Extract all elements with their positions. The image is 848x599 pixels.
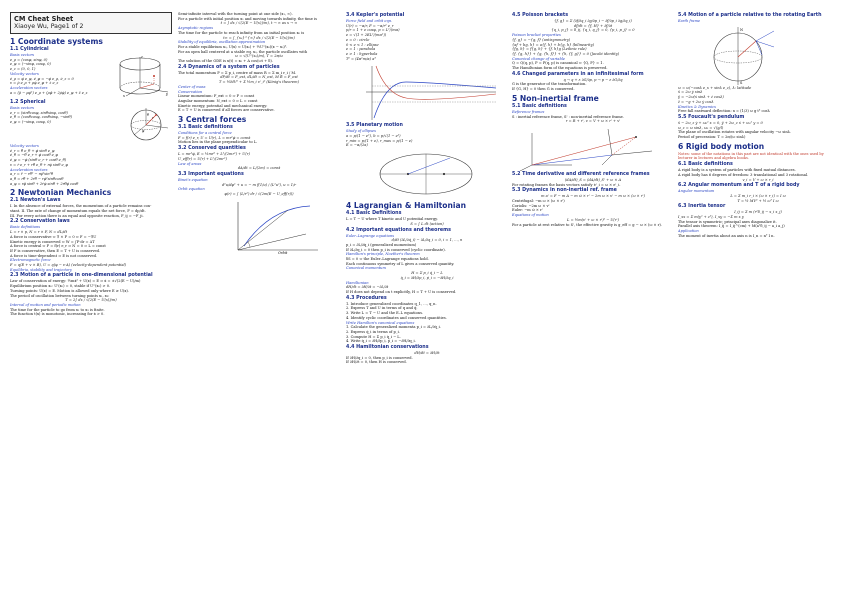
subsection-foucault: 5.5 Foucault's pendulum — [678, 114, 745, 120]
text-line: G is the generator of the transformation. — [512, 82, 587, 87]
orbit-type: e = 1 : parabola — [346, 47, 376, 52]
text-line: For a particle with initial position x₁ and moving towards infinity, the time is — [178, 16, 317, 21]
eq-line: r = R + r', v = V + ω × r' + v' — [565, 119, 621, 124]
eq-line: e_θ = (cosθcosφ, cosθsinφ, −sinθ) — [10, 115, 72, 120]
text-line: A rigid body is a system of particles with fixed mutual distances. — [678, 168, 796, 173]
label-earth-frame: Earth frame — [678, 19, 701, 23]
section-lagrangian-hamiltonian: 4 Lagrangian & Hamiltonian — [346, 201, 467, 211]
eq-line: ÿ = −2ω(ẋ sinλ + ż cosλ) — [678, 95, 724, 100]
column-2 — [178, 12, 340, 593]
label-orbit-equation: Orbit equation — [178, 187, 205, 192]
column-5 — [678, 12, 838, 593]
eq-line: {f, g} = −{g, f} (antisymmetry) — [512, 37, 571, 42]
text-line: If ∂H/∂t = 0, then H is conserved. — [346, 360, 407, 365]
label-euler-lagrange: Euler–Lagrange equations — [346, 233, 395, 238]
label-conservation: Conservation — [178, 89, 203, 94]
earth-south-label: S — [740, 80, 743, 85]
label-kinetics-dynamics: Kinetics & Dynamics — [678, 104, 716, 109]
cyl-y-axis-label: y — [166, 92, 168, 96]
label-binet: Binet's equation — [178, 177, 208, 182]
text-line: Angular momentum: N_ext = 0 ⇒ L = const — [178, 98, 258, 103]
text-line: L = T − U where T kinetic and U potential energy. — [346, 217, 438, 222]
text-line: 1. Introduce generalized coordinates q_1, …, q_n. — [346, 301, 437, 306]
eq-line: a_θ = rθ̈ + 2ṙθ̇ − rφ̇²sinθcosθ — [10, 176, 64, 181]
eq-line: e_φ = (−sinφ, cosφ, 0) — [10, 120, 51, 125]
text-line: A rigid body has 6 degrees of freedom: 3 translational and 3 rotational. — [678, 172, 809, 177]
text-line: If H does not depend on t explicitly, H = T + U is conserved. — [346, 289, 457, 294]
text-line: If ∂L/∂q_i = 0 then p_i is conserved (cyclic coordinate). — [346, 247, 446, 252]
text-line: Q = Q(q, p), P = P(q, p) is canonical ⇔ {Q, P} = 1. — [512, 61, 604, 66]
eq-line: ė_r = θ̇ e_θ + φ̇ sinθ e_φ — [10, 148, 55, 153]
eq-line: ẍ − 2ω_z ẏ + ω₀² x = 0, ÿ + 2ω_z ẋ + ω₀² y = 0 — [678, 120, 763, 125]
text-line: Coriolis: −2m ω × v' — [512, 203, 550, 208]
eq-line: {f, {g, h}} + {g, {h, f}} + {h, {f, g}} = 0 (Jacobi identity) — [512, 51, 620, 56]
text-line: The moment of inertia about an axis n is I_n = nᵀ I n. — [678, 233, 775, 238]
cylindrical-row — [10, 53, 172, 99]
eq-line: a = (ρ̈ − ρφ̇²) e_ρ + (ρφ̈ + 2ρ̇φ̇) e_φ + z̈ e_z — [10, 90, 88, 95]
eq-line: dH/dt = ∂H/∂t — [414, 351, 440, 356]
page-subtitle: Xiaoye Wu, Page1 of 2 — [14, 23, 84, 30]
label-stability: Stability of equilibria, oscillation approximation — [178, 40, 266, 45]
text-line: A force is central ⇔ F = f(r) e_r ⇒ N = 0 ⇒ L = const — [10, 244, 106, 249]
orbit-fig-label: Orbit — [278, 250, 288, 255]
text-line: For a stable equilibrium x₀, U(x) ≈ U(x₀) + ½U''(x₀)(x − x₀)². — [178, 44, 288, 49]
sph-phi-label: φ — [142, 129, 145, 133]
sph-theta-label: θ — [147, 113, 149, 117]
text-line: 4. Write q̇_i = ∂H/∂p_i, ṗ_i = −∂H/∂q_i. — [346, 339, 416, 344]
subsection-spherical: 1.2 Spherical — [10, 100, 46, 105]
eq-line: e_r = (sinθcosφ, sinθsinφ, cosθ) — [10, 110, 68, 115]
page-title: CM Cheat Sheet — [14, 15, 74, 23]
eq-line: v = ṙ e_r + rθ̇ e_θ + rφ̇ sinθ e_φ — [10, 162, 68, 167]
text-line: The solution of the ODE is x(t) = x₀ + A cos(ωt + δ). — [178, 59, 273, 64]
subsection-inertia-tensor: 6.3 Inertia tensor — [678, 204, 726, 210]
eq-line: dP/dt = F_ext, dL/dt = N_ext, M R̈ = F_ext — [220, 75, 298, 80]
eq-line: ω_z = ω sinλ, ω₀ = √(g/l) — [678, 125, 724, 130]
subsection-cylindrical: 1.1 Cylindrical — [10, 47, 49, 52]
eq-line: F = f(r) e_r, U = U(r), L = mr²φ̇ = const — [178, 135, 251, 140]
text-line: Parallel axis theorem: I_ij = I_ij^(cm) + M(a²δ_ij − a_i a_j) — [678, 224, 785, 229]
eq-line: z̈ = −g + 2ω ẏ cosλ — [678, 99, 714, 104]
eq-line: q → q + ε ∂G/∂p, p → p − ε ∂G/∂q — [563, 77, 623, 82]
subsection-infinitesimal: 4.6 Changed parameters in an infinitesimal form — [512, 71, 644, 77]
section-newtonian-mechanics: 2 Newtonian Mechanics — [10, 188, 112, 198]
eq-line: F = q(E + v × B), U = q(φ − v·A) (velocity-dependent potential) — [10, 263, 127, 268]
label-basis-vectors: Basis vectors — [10, 106, 35, 110]
eq-line: t∞ = ∫_{x₀}^{∞} dx / √(2(E − U(x))/m) — [223, 35, 295, 40]
label-asymptotic-regions: Asymptotic regions — [178, 26, 214, 31]
text-line: The time for the particle to go from x₁ to x₂ is finite. — [10, 307, 105, 312]
eq-line: E = −α/(2a) — [346, 143, 368, 148]
eq-line: L = Σ m_i r_i × (ω × r_i) = I ω — [730, 193, 786, 198]
text-line: For a particle at rest relative to S', the effective gravity is g_eff = g − ω × (ω × r). — [512, 222, 662, 227]
subsection-central-basic: 3.1 Basic definitions — [178, 125, 233, 131]
subsection-system-of-particles: 2.4 Dynamics of a system of particles — [178, 64, 280, 70]
spherical-text — [10, 106, 119, 144]
text-line: δS = 0 ⇔ the Euler–Lagrange equations hold. — [346, 257, 429, 262]
orbit-type: 0 < e < 1 : ellipse — [346, 42, 379, 47]
cylinder-figure-wrap — [110, 53, 172, 99]
subsection-dynamics-non-inertial: 5.3 Dynamics in non-inertial ref. frame — [512, 188, 617, 194]
eq-line: m a' = F − m A − m ω̇ × r' − 2m ω × v' − m ω × (ω × r') — [541, 194, 645, 199]
label-velocity-vectors: Velocity vectors — [10, 144, 39, 148]
label-law-of-areas: Law of areas — [178, 161, 202, 166]
text-line: The total momentum P = Σ p_i, centre of mass R = Σ m_i r_i / M. — [178, 70, 297, 75]
text-line: stant. II. The rate of change of momentum equals the net force, F = dp/dt. — [10, 209, 146, 214]
text-line: Motion lies in the plane perpendicular to L. — [178, 140, 258, 145]
text-line: p_i = ∂L/∂q̇_i (generalized momentum) — [346, 242, 417, 247]
label-equations-of-motion: Equations of motion — [512, 213, 549, 218]
subsection-kepler: 3.4 Kepler's potential — [346, 13, 405, 18]
eq-line: {q_i, p_j} = δ_ij, {q_i, q_j} = 0, {p_i, p_j} = 0 — [551, 28, 635, 33]
text-line: The function t(x) is monotonic, increasing for ẋ > 0. — [10, 312, 105, 317]
label-basis-vectors: Basis vectors — [10, 53, 35, 57]
label-hamilton-procedure: Write Hamilton's canonical equations — [346, 320, 415, 325]
label-canonical-momentum: Canonical momentum — [346, 266, 386, 271]
label-reference-frames: Reference frames — [512, 109, 545, 114]
eq-line: a_φ = rφ̈ sinθ + 2ṙφ̇ sinθ + 2rθ̇φ̇ cosθ — [10, 181, 79, 186]
title-box — [10, 12, 172, 34]
label-velocity-vectors: Velocity vectors — [10, 71, 39, 76]
eq-line: S = ∫ L dt (action) — [410, 221, 444, 226]
text-line: The tensor is symmetric; principal axes diagonalize it. — [678, 219, 777, 224]
eq-line: ė_ρ = φ̇ e_φ, ė_φ = −φ̇ e_ρ, ė_z = 0 — [10, 76, 74, 81]
subsection-poisson-brackets: 4.5 Poisson brackets — [512, 13, 569, 18]
eq-line: T² = (4π²m/α) a³ — [346, 56, 376, 61]
eq-line: v_i = V + ω × r_i — [742, 177, 774, 182]
subsection-non-inertial-basic: 5.1 Basic definitions — [512, 103, 567, 109]
eq-line: {fg, h} = f{g, h} + {f, h}g (Leibniz rule) — [512, 47, 587, 52]
eq-line: T = ½ MV² + ½ ωᵀ I ω — [737, 198, 779, 203]
earth-north-label: N — [740, 27, 744, 32]
subsection-lag-basic: 4.1 Basic Definitions — [346, 211, 402, 217]
label-ellipses: Study of ellipses — [346, 129, 377, 134]
subsection-hamiltonian-conservations: 4.4 Hamiltonian conservations — [346, 345, 429, 351]
eq-line: φ(r) = ∫ (L/r²) dr / √(2m(E − U_eff(r))) — [224, 192, 294, 197]
eq-line: v = ρ̇ e_ρ + ρφ̇ e_φ + ż e_z — [10, 81, 59, 86]
cyl-x-axis-label: x — [123, 94, 125, 98]
text-line: 1. Calculate the generalized momenta p_i = ∂L/∂q̇_i. — [346, 325, 441, 330]
cylinder-figure — [110, 54, 172, 98]
text-line: Turning points: U(x) = E. Motion is allowed only where E ≥ U(x). — [10, 288, 129, 293]
label-basic-definitions: Basic definitions — [10, 225, 41, 230]
text-line: Kinetic energy is conserved ⇔ W = ∫F·dr = ΔT — [10, 239, 95, 244]
orbit-type: e = 0 : circle — [346, 37, 370, 42]
text-line: Kinetic energy, potential and mechanical energy: — [178, 103, 268, 108]
eq-line: ω = ω(−cosλ e_x + sinλ e_z), λ: latitude — [678, 85, 752, 90]
eq-line: df/dt = {f, H} + ∂f/∂t — [573, 23, 613, 28]
eq-line: dA/dt = L/(2m) = const — [237, 166, 281, 171]
eq-line: H = Σ p_i q̇_i − L — [411, 271, 443, 276]
eq-line: T = 2∫ dx / √(2(E − U(x))/m) — [65, 298, 117, 303]
eq-line: I_ij = Σ m (r²δ_ij − x_i x_j) — [734, 210, 782, 215]
text-line: Free fall eastward deflection: x = (1/3) ω g t³ cosλ — [678, 109, 770, 114]
subsection-angular-momentum: 6.2 Angular momentum and T of a rigid body — [678, 183, 800, 189]
text-line: Semi-infinite interval with the turning point at one side (x₁, ∞). — [178, 12, 293, 16]
eq-line: dH/dt = ∂H/∂t = −∂L/∂t — [346, 285, 389, 290]
eq-line: L = ½m(v' + ω × r')² − U(r') — [567, 217, 619, 222]
text-line: III. For every action there is an equal and opposite reaction, F_ij = −F_ji. — [10, 213, 144, 218]
text-line: 2. Express T and U in terms of q and q̇. — [346, 306, 418, 311]
cylindrical-text — [10, 53, 107, 99]
label-application: Application — [678, 229, 699, 234]
text-line: Centrifugal: −m ω × (ω × r') — [512, 199, 565, 204]
kepler-potential-figure — [346, 62, 508, 122]
text-line: Linear momentum: F_ext = 0 ⇒ P = const — [178, 94, 255, 99]
label-em-force: Electromagnetic force — [10, 258, 51, 263]
sphere-figure — [122, 107, 172, 143]
text-line: E = T + U is conserved if all forces are conservative. — [178, 108, 275, 113]
sph-r-label: r — [152, 116, 154, 120]
eq-line: {af + bg, h} = a{f, h} + b{g, h} (bilinearity) — [512, 42, 595, 47]
label-noether: Hamilton's principle, Noether's theorem — [346, 252, 420, 257]
text-line: Each continuous symmetry of L gives a conserved quantity. — [346, 261, 455, 266]
label-equilibria: Equilibria, stability and trajectory — [10, 267, 72, 272]
text-line: 2. Express q̇_i in terms of p_i. — [346, 329, 400, 334]
label-center-of-mass: Center of mass — [178, 84, 206, 89]
subsection-newtons-laws: 2.1 Newton's Laws — [10, 198, 61, 204]
eq-line: d²u/dφ² + u = − m f(1/u) / (L²u²), u = 1/r — [221, 182, 297, 187]
section-central-forces: 3 Central forces — [178, 115, 247, 125]
eq-line: e_ρ = (cosφ, sinφ, 0) — [10, 57, 48, 62]
label-acceleration-vectors: Acceleration vectors — [10, 85, 48, 90]
subsection-conservation-laws: 2.2 Conservation laws — [10, 219, 70, 225]
eq-line: ω = √(U''(x₀)/m), T = 2π/ω — [235, 54, 283, 59]
subsection-conserved-quantities: 3.2 Conserved quantities — [178, 146, 246, 152]
eq-line: T = ½MV² + Σ ½m_i v'_i² (König's theorem) — [219, 80, 299, 85]
eq-line: ẍ = 2ω ẏ sinλ — [678, 90, 703, 95]
eq-line: t = ∫ dx / √(2(E − U(x))/m), t → ∞ as x → ∞ — [220, 21, 298, 26]
column-4 — [512, 12, 674, 593]
section-non-inertial: 5 Non-inertial frame — [512, 93, 599, 103]
text-line: A force is conservative ⇔ ∇ × F = 0 ⇔ F = −∇U — [10, 234, 97, 239]
eq-line: U_eff(r) = U(r) + L²/(2mr²) — [178, 156, 227, 161]
text-line: If {G, H} = 0 then G is conserved. — [512, 87, 575, 92]
frames-figure — [512, 125, 674, 171]
label-angular-momentum: Angular momentum — [678, 189, 715, 194]
eq-line: e = √(1 + 2EL²/(mα²)) — [346, 33, 387, 38]
text-line: 4. Identify cyclic coordinates and conserved quantities. — [346, 315, 447, 320]
orbit-figure — [178, 198, 340, 256]
text-line: Euler: −m ω̇ × r' — [512, 208, 543, 213]
text-line: I. In the absence of external forces, the momentum of a particle remains con- — [10, 204, 152, 209]
eq-line: ė_φ = −φ̇ (sinθ e_r + cosθ e_θ) — [10, 158, 67, 163]
text-line: Equilibrium position x₀: U'(x₀) = 0, stable if U''(x₀) > 0. — [10, 284, 111, 289]
text-line: If F is conservative, then E = T + U is conserved. — [10, 248, 101, 253]
label-canonical-change: Canonical change of variable — [512, 56, 566, 61]
eq-line: a = p/(1 − e²), b = p/√(1 − e²) — [346, 134, 401, 139]
text-line: If ∂H/∂q_i = 0, then p_i is conserved. — [346, 355, 413, 360]
text-line: Period of precession: T = 2π/(ω sinλ) — [678, 135, 746, 140]
section-rigid-body: 6 Rigid body motion — [678, 141, 765, 151]
label-central-conditions: Conditions for a central force — [178, 131, 232, 136]
text-line: Law of conservation of energy: ½mẋ² + U(x) = E ⇒ ẋ = ±√(2(E − U)/m) — [10, 279, 141, 284]
label-acceleration-vectors: Acceleration vectors — [10, 167, 48, 172]
eq-line: I_xx = Σ m(y² + z²), I_xy = −Σ m x y — [678, 215, 744, 220]
eq-line: p/r = 1 + e cosφ, p = L²/(mα) — [346, 28, 400, 33]
subsection-rigid-basic: 6.1 Basic definitions — [678, 162, 733, 168]
label-hamiltonian: Hamiltonian — [346, 280, 369, 285]
rigid-note: Notes: some of the notations in this part are not identical with the ones used by — [678, 151, 824, 156]
label-interval-of-motion: Interval of motion and periodic motion — [10, 302, 81, 307]
eq-line: e_z = (0, 0, 1) — [10, 67, 36, 72]
text-line: For rotating frames the basis vectors satisfy ė'_i = ω × e'_i. — [512, 182, 621, 187]
orbit-type: e > 1 : hyperbola — [346, 51, 378, 56]
ellipse-figure — [346, 149, 508, 199]
text-line: 3. Write L = T − U and the E–L equations. — [346, 311, 424, 316]
text-line: The time for the particle to reach infinity from an initial position x₀ is — [178, 30, 305, 35]
subsection-planetary-motion: 3.5 Planetary motion — [346, 123, 403, 129]
spherical-row — [10, 106, 172, 144]
column-1 — [10, 12, 172, 593]
text-line: The plane of oscillation rotates with angular velocity −ω sinλ. — [678, 130, 792, 135]
eq-line: L = r × p, N = r × F, N = dL/dt — [10, 230, 68, 235]
subsection-important-equations: 3.3 Important equations — [178, 171, 244, 177]
label-poisson-properties: Poisson bracket properties — [512, 33, 561, 38]
eq-line: L = mr²φ̇, E = ½mṙ² + L²/(2mr²) + U(r) — [178, 152, 250, 157]
subsection-lag-important: 4.2 Important equations and theorems — [346, 227, 451, 233]
eq-line: q̇_i = ∂H/∂p_i, ṗ_i = −∂H/∂q_i — [400, 275, 454, 280]
section-coordinate-systems: 1 Coordinate systems — [10, 37, 103, 46]
text-line: The Hamiltonian form of the equations is preserved. — [512, 66, 608, 71]
subsection-rotating-earth: 5.4 Motion of a particle relative to the rotating Earth — [678, 13, 822, 18]
rigid-note: lecturer in lectures and algebra books. — [678, 156, 749, 161]
text-line: For an open ball centered at a stable eq. x₀, the particle oscillates with — [178, 49, 308, 54]
label-kepler-force: Force field and orbit eqn. — [346, 19, 393, 23]
eq-line: a_r = r̈ − rθ̇² − rφ̇²sin²θ — [10, 172, 54, 177]
eq-line: r_min = p/(1 + e), r_max = p/(1 − e) — [346, 138, 413, 143]
text-line: 3. Compute H = Σ p_i q̇_i − L. — [346, 334, 401, 339]
sphere-figure-wrap — [122, 106, 172, 144]
column-3 — [346, 12, 508, 593]
text-line: S : inertial reference frame, S' : non-inertial reference frame. — [512, 114, 624, 119]
eq-line: (dA/dt)_S = (dA/dt)_S' + ω × A — [564, 177, 622, 182]
text-line: The period of oscillation between turning points x₁, x₂: — [10, 293, 110, 298]
eq-line: {f, g} = Σ (∂f/∂q_i ∂g/∂p_i − ∂f/∂p_i ∂g/∂q_i) — [554, 19, 632, 23]
text-line: A force is time-dependent ⇒ E is not conserved. — [10, 253, 98, 258]
cyl-z-axis-label: z — [141, 55, 143, 59]
eq-line: U(r) = −α/r, F = −α/r² e_r — [346, 23, 394, 28]
eq-line: d/dt (∂L/∂q̇_i) − ∂L/∂q_i = 0, i = 1, …, n — [391, 238, 463, 243]
eq-line: e_φ = (−sinφ, cosφ, 0) — [10, 62, 51, 67]
earth-figure — [678, 25, 838, 85]
subsection-time-derivative: 5.2 Time derivative and different reference frames — [512, 171, 650, 177]
subsection-procedures: 4.3 Procedures — [346, 295, 387, 301]
subsection-one-dim-motion: 2.3 Motion of a particle in one-dimensional potential — [10, 273, 153, 279]
eq-line: ė_θ = −θ̇ e_r + φ̇ cosθ e_φ — [10, 153, 59, 158]
